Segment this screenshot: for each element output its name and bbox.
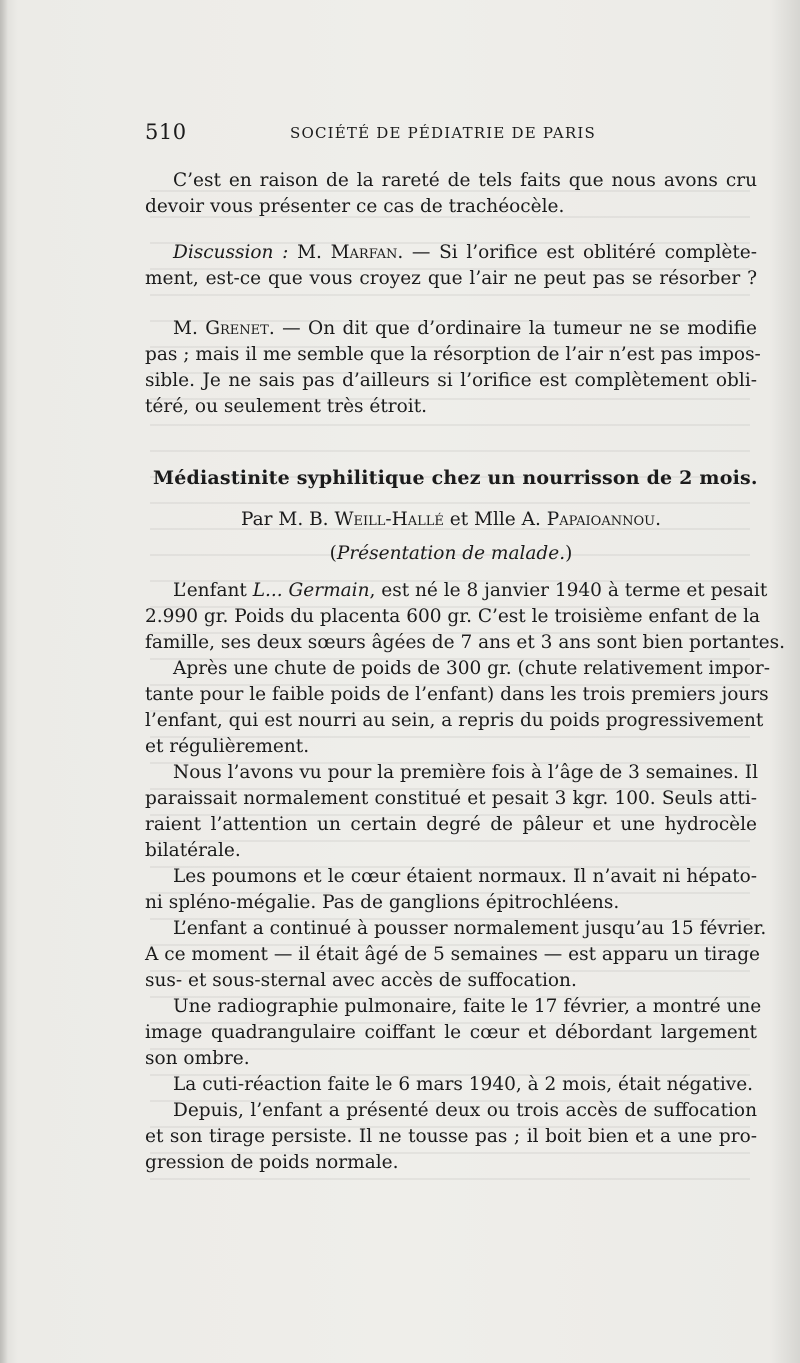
author-2: Papaioannou [546, 509, 656, 530]
text-block [145, 168, 785, 1176]
p1-line-1 [145, 578, 768, 604]
p2-line-1: Après une chute de poids de 300 gr. (chute relativement impor- [173, 658, 770, 679]
reply-line-1 [145, 316, 757, 342]
p5-line-1: L’enfant a continué à pousser normalement jusqu’au 15 février. [173, 918, 767, 939]
spacer [145, 292, 757, 316]
p3-line-4: bilatérale. [145, 840, 241, 861]
p1-line-2: 2.990 gr. Poids du placenta 600 gr. C’est le troisième enfant de la [145, 606, 761, 627]
p1-line-3: famille, ses deux sœurs âgées de 7 ans et 3 ans sont bien portantes. [145, 632, 785, 653]
p1-before: L’enfant [173, 580, 253, 601]
reply-prefix: M. [173, 318, 206, 339]
presentation-open: ( [329, 543, 337, 564]
p8-line-2: et son tirage persiste. Il ne tousse pas ; il boit bien et a une pro- [145, 1126, 757, 1147]
reply-text: . — On dit que d’ordinaire la tumeur ne se modifie [268, 318, 757, 339]
p6-line-1: Une radiographie pulmonaire, faite le 17 février, a montré une [173, 996, 762, 1017]
spacer [145, 420, 757, 464]
page-number: 510 [145, 120, 187, 144]
article-presentation [145, 540, 757, 568]
discussion-prefix: M. [288, 242, 331, 263]
patient-name: L... Germain [252, 580, 370, 601]
discussion-speaker: Marfan [330, 242, 398, 263]
discussion-line-1 [145, 240, 757, 266]
reply-line-3: sible. Je ne sais pas d’ailleurs si l’orifice est complètement obli- [145, 370, 757, 391]
running-head [145, 120, 757, 150]
byline-mid: et Mlle A. [443, 509, 547, 530]
p3-line-2: paraissait normalement constitué et pesait 3 kgr. 100. Seuls atti- [145, 788, 757, 809]
p1-after: , est né le 8 janvier 1940 à terme et pesait [369, 580, 768, 601]
reply-line-2: pas ; mais il me semble que la résorption de l’air n’est pas impos- [145, 344, 761, 365]
spacer [145, 220, 757, 240]
presentation-text: Présentation de malade. [336, 543, 566, 564]
p2-line-2: tante pour le faible poids de l’enfant) dans les trois premiers jours [145, 684, 769, 705]
byline-end: . [655, 509, 661, 530]
article-title: Médiastinite syphilitique chez un nourrisson de 2 mois. [153, 467, 758, 489]
p2-line-3: l’enfant, qui est nourri au sein, a repris du poids progressivement [145, 710, 764, 731]
presentation-close: ) [565, 543, 573, 564]
p5-line-3: sus- et sous-sternal avec accès de suffocation. [145, 970, 577, 991]
intro-line-2: devoir vous présenter ce cas de trachéocèle. [145, 196, 565, 217]
p7-line-1: La cuti-réaction faite le 6 mars 1940, à 2 mois, était négative. [173, 1074, 754, 1095]
p8-line-1: Depuis, l’enfant a présenté deux ou trois accès de suffocation [173, 1100, 757, 1121]
author-1: Weill-Hallé [334, 509, 444, 530]
spacer [145, 492, 757, 506]
p6-line-2: image quadrangulaire coiffant le cœur et débordant largement [145, 1022, 757, 1043]
discussion-label: Discussion : [173, 242, 289, 263]
discussion-line-2: ment, est-ce que vous croyez que l’air ne peut pas se résorber ? [145, 268, 757, 289]
journal-title: SOCIÉTÉ DE PÉDIATRIE DE PARIS [290, 124, 596, 142]
p4-line-2: ni spléno-mégalie. Pas de ganglions épitrochléens. [145, 892, 620, 913]
intro-line-1: C’est en raison de la rareté de tels faits que nous avons cru [173, 170, 757, 191]
p5-line-2: A ce moment — il était âgé de 5 semaines — est apparu un tirage [145, 944, 761, 965]
byline-prefix: Par M. B. [241, 509, 335, 530]
p4-line-1: Les poumons et le cœur étaient normaux. Il n’avait ni hépato- [173, 866, 757, 887]
p3-line-3: raient l’attention un certain degré de pâleur et une hydrocèle [145, 814, 757, 835]
discussion-text: . — Si l’orifice est oblitéré complète- [397, 242, 757, 263]
p2-line-4: et régulièrement. [145, 736, 310, 757]
spacer [145, 568, 757, 578]
article-byline [145, 506, 757, 534]
reply-line-4: téré, ou seulement très étroit. [145, 396, 428, 417]
p8-line-3: gression de poids normale. [145, 1152, 399, 1173]
reply-speaker: Grenet [205, 318, 269, 339]
p3-line-1: Nous l’avons vu pour la première fois à l’âge de 3 semaines. Il [173, 762, 759, 783]
p6-line-3: son ombre. [145, 1048, 250, 1069]
